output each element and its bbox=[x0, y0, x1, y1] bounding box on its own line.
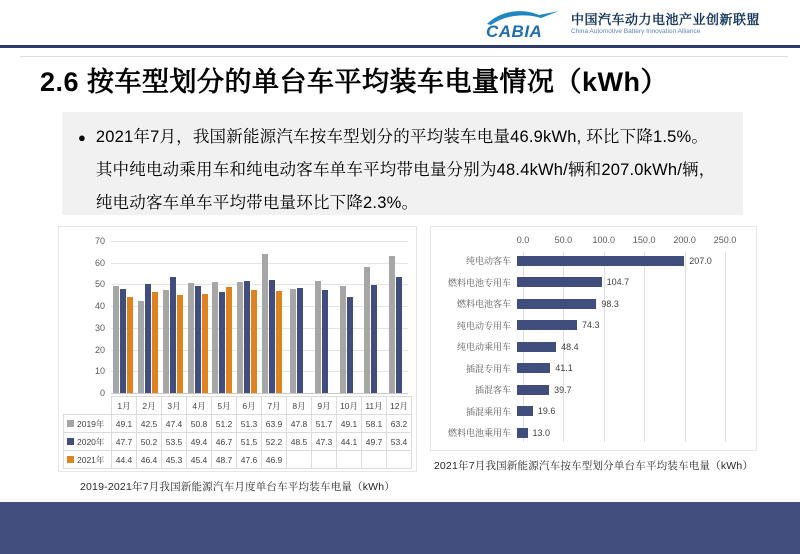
value-cell: 51.3 bbox=[237, 415, 262, 433]
month-header: 7月 bbox=[262, 397, 287, 415]
bar bbox=[517, 256, 684, 266]
bar-2019年-2月 bbox=[138, 301, 144, 393]
bar-row-燃料电池专用车 bbox=[435, 272, 752, 294]
legend-swatch bbox=[67, 438, 74, 445]
value-cell: 47.4 bbox=[162, 415, 187, 433]
bar-track bbox=[517, 358, 752, 380]
value-cell: 50.2 bbox=[137, 433, 162, 451]
x-axis-tick-label: 100.0 bbox=[592, 235, 616, 245]
series-name: 2021年 bbox=[64, 451, 112, 469]
bar-group-8月 bbox=[284, 241, 309, 393]
bar-group-10月 bbox=[334, 241, 359, 393]
value-cell: 49.1 bbox=[337, 415, 362, 433]
value-cell: 46.7 bbox=[212, 433, 237, 451]
bar bbox=[517, 277, 602, 287]
bar-track bbox=[517, 272, 752, 294]
value-cell: 48.7 bbox=[212, 451, 237, 469]
x-axis-tick-label: 0.0 bbox=[516, 235, 530, 245]
axis-spacer bbox=[435, 235, 523, 250]
panel-top-line bbox=[20, 56, 788, 57]
monthly-table-head-row bbox=[64, 397, 412, 415]
bar-track bbox=[517, 379, 752, 401]
category-label: 纯电动乘用车 bbox=[456, 342, 511, 353]
bar-2019年-3月 bbox=[163, 290, 169, 393]
bar-group-7月 bbox=[260, 241, 285, 393]
value-cell: 49.7 bbox=[362, 433, 387, 451]
value-label: 13.0 bbox=[532, 427, 551, 438]
value-cell: 58.1 bbox=[362, 415, 387, 433]
type-chart-axis-row bbox=[435, 235, 752, 250]
value-cell bbox=[312, 451, 337, 469]
value-cell: 63.9 bbox=[262, 415, 287, 433]
value-cell: 53.5 bbox=[162, 433, 187, 451]
value-cell: 47.7 bbox=[112, 433, 137, 451]
y-axis-tick-label: 0 bbox=[99, 388, 105, 398]
bar-track bbox=[517, 293, 752, 315]
summary-box bbox=[62, 112, 743, 215]
bar-2020年-7月 bbox=[269, 280, 275, 393]
monthly-chart-caption: 2019-2021年7月我国新能源汽车月度单台车平均装车电量（kWh） bbox=[79, 481, 396, 493]
value-cell: 48.5 bbox=[287, 433, 312, 451]
value-label: 48.4 bbox=[561, 341, 579, 352]
bar-row-燃料电池乘用车 bbox=[435, 422, 752, 444]
bar-2021年-5月 bbox=[226, 287, 232, 393]
month-header: 10月 bbox=[337, 397, 362, 415]
bar-2021年-4月 bbox=[202, 294, 208, 393]
value-cell: 51.7 bbox=[312, 415, 337, 433]
value-cell: 52.2 bbox=[262, 433, 287, 451]
page-title: 2.6 按车型划分的单台车平均装车电量情况（kWh） bbox=[40, 67, 669, 97]
y-axis-tick-label: 60 bbox=[94, 257, 105, 268]
value-cell: 49.4 bbox=[187, 433, 212, 451]
value-cell: 45.3 bbox=[162, 451, 187, 469]
month-header: 11月 bbox=[362, 397, 387, 415]
bar-2019年-8月 bbox=[290, 289, 296, 393]
y-axis-tick-label: 30 bbox=[94, 322, 105, 333]
bar-2020年-10月 bbox=[347, 297, 353, 393]
bar-2021年-2月 bbox=[152, 292, 158, 393]
bar-2020年-12月 bbox=[396, 277, 402, 393]
category-label: 燃料电池专用车 bbox=[447, 277, 511, 288]
bar-2019年-10月 bbox=[340, 286, 346, 393]
bar-track bbox=[517, 422, 752, 444]
bar-row-插混专用车 bbox=[435, 358, 752, 380]
value-cell: 50.8 bbox=[187, 415, 212, 433]
bar-group-9月 bbox=[309, 241, 334, 393]
bar-2019年-5月 bbox=[212, 282, 218, 393]
type-chart-axis bbox=[516, 235, 737, 250]
value-label: 98.3 bbox=[601, 298, 619, 309]
bar-group-6月 bbox=[235, 241, 260, 393]
category-label: 燃料电池客车 bbox=[456, 299, 511, 310]
bar-2019年-4月 bbox=[188, 283, 194, 393]
bar-groups bbox=[111, 241, 408, 393]
y-axis-tick-label: 50 bbox=[94, 279, 105, 290]
value-cell bbox=[362, 451, 387, 469]
bar bbox=[517, 406, 533, 416]
value-cell: 47.8 bbox=[287, 415, 312, 433]
header-divider bbox=[0, 45, 800, 48]
value-cell: 53.4 bbox=[387, 433, 412, 451]
category-label: 插混客车 bbox=[474, 385, 511, 396]
bar-row-燃料电池客车 bbox=[435, 293, 752, 315]
bar-2020年-5月 bbox=[219, 292, 225, 393]
bar-row-纯电动乘用车 bbox=[435, 336, 752, 358]
bar bbox=[517, 342, 556, 352]
bar-track bbox=[517, 401, 752, 423]
monthly-chart-box bbox=[58, 226, 417, 472]
value-label: 74.3 bbox=[582, 320, 600, 331]
legend-swatch bbox=[67, 456, 74, 463]
month-header: 12月 bbox=[387, 397, 412, 415]
value-cell bbox=[387, 451, 412, 469]
logo-text: CABIA bbox=[485, 22, 543, 41]
bar-group-1月 bbox=[111, 241, 136, 393]
bar-2021年-7月 bbox=[276, 291, 282, 393]
value-cell bbox=[287, 451, 312, 469]
y-axis-tick-label: 70 bbox=[94, 236, 105, 246]
cabia-logo-icon bbox=[483, 6, 561, 42]
series-row-2021年 bbox=[64, 451, 412, 469]
value-cell: 44.1 bbox=[337, 433, 362, 451]
header bbox=[0, 0, 800, 45]
bar-2019年-12月 bbox=[389, 256, 395, 393]
bar-2020年-2月 bbox=[145, 284, 151, 393]
month-header: 4月 bbox=[187, 397, 212, 415]
category-label: 纯电动专用车 bbox=[456, 320, 511, 331]
month-header: 3月 bbox=[162, 397, 187, 415]
bar-group-3月 bbox=[161, 241, 186, 393]
bar bbox=[517, 385, 549, 395]
value-cell: 47.6 bbox=[237, 451, 262, 469]
monthly-table-body bbox=[64, 415, 412, 469]
bar-group-11月 bbox=[359, 241, 384, 393]
bar-group-12月 bbox=[383, 241, 408, 393]
bar-2019年-11月 bbox=[364, 267, 370, 393]
charts-row bbox=[58, 226, 757, 494]
bar-2020年-6月 bbox=[244, 281, 250, 393]
bar-2021年-1月 bbox=[127, 297, 133, 393]
bar-row-纯电动专用车 bbox=[435, 315, 752, 337]
month-header: 9月 bbox=[312, 397, 337, 415]
bar-group-5月 bbox=[210, 241, 235, 393]
month-header: 5月 bbox=[212, 397, 237, 415]
legend-swatch bbox=[67, 420, 74, 427]
y-axis-tick-label: 20 bbox=[94, 344, 105, 355]
type-chart-area bbox=[435, 250, 752, 444]
value-cell: 45.4 bbox=[187, 451, 212, 469]
bar-2019年-9月 bbox=[315, 281, 321, 393]
monthly-chart-plot bbox=[94, 236, 408, 398]
logo-block bbox=[483, 6, 760, 42]
org-names bbox=[571, 13, 760, 35]
series-row-2019年 bbox=[64, 415, 412, 433]
series-name: 2020年 bbox=[64, 433, 112, 451]
value-cell: 51.5 bbox=[237, 433, 262, 451]
x-axis-tick-label: 250.0 bbox=[713, 235, 737, 245]
bullet-icon: ● bbox=[78, 130, 86, 145]
bar bbox=[517, 363, 550, 373]
value-cell: 46.4 bbox=[137, 451, 162, 469]
summary-text: 2021年7月，我国新能源汽车按车型划分的平均装车电量46.9kWh, 环比下降1.5%。其中纯电动乘用车和纯电动客车单车平均带电量分别为48.4kWh/辆和207.0kWh/辆，纯电动客车单车平均带电量环比下降2.3%。 bbox=[95, 128, 716, 212]
month-header: 8月 bbox=[287, 397, 312, 415]
bar-2020年-9月 bbox=[322, 290, 328, 393]
bar-row-插混客车 bbox=[435, 379, 752, 401]
bar bbox=[517, 428, 528, 438]
category-label: 燃料电池乘用车 bbox=[447, 428, 511, 439]
series-name: 2019年 bbox=[64, 415, 112, 433]
bar-2020年-8月 bbox=[297, 288, 303, 393]
value-cell: 47.3 bbox=[312, 433, 337, 451]
value-label: 39.7 bbox=[554, 384, 572, 395]
x-axis-tick-label: 150.0 bbox=[632, 235, 656, 245]
bar-group-2月 bbox=[136, 241, 161, 393]
bar bbox=[517, 320, 577, 330]
value-cell bbox=[337, 451, 362, 469]
table-corner-cell bbox=[64, 397, 112, 415]
monthly-data-table bbox=[63, 396, 412, 469]
bar-track bbox=[517, 336, 752, 358]
category-label: 纯电动客车 bbox=[465, 256, 511, 267]
category-label: 插混专用车 bbox=[465, 363, 511, 374]
value-cell: 42.5 bbox=[137, 415, 162, 433]
value-label: 104.7 bbox=[606, 277, 630, 288]
month-header: 6月 bbox=[237, 397, 262, 415]
type-chart-caption: 2021年7月我国新能源汽车按车型划分单台车平均装车电量（kWh） bbox=[433, 459, 754, 472]
bar-group-4月 bbox=[185, 241, 210, 393]
footer-band bbox=[0, 502, 800, 554]
month-header: 2月 bbox=[137, 397, 162, 415]
bar-row-插混乘用车 bbox=[435, 401, 752, 423]
bar-row-纯电动客车 bbox=[435, 250, 752, 272]
value-cell: 46.9 bbox=[262, 451, 287, 469]
x-axis-tick-label: 200.0 bbox=[673, 235, 696, 245]
value-cell: 49.1 bbox=[112, 415, 137, 433]
value-cell: 44.4 bbox=[112, 451, 137, 469]
value-label: 19.6 bbox=[537, 406, 556, 417]
bar bbox=[517, 299, 596, 309]
value-label: 207.0 bbox=[689, 255, 712, 266]
value-cell: 63.2 bbox=[387, 415, 412, 433]
bar-track bbox=[517, 315, 752, 337]
bar-track bbox=[517, 250, 752, 272]
type-chart-figure bbox=[430, 226, 757, 473]
x-axis-tick-label: 50.0 bbox=[554, 235, 573, 245]
bar-2021年-6月 bbox=[251, 290, 257, 393]
bar-2020年-11月 bbox=[371, 285, 377, 393]
gridline bbox=[111, 393, 408, 394]
bar-2019年-6月 bbox=[237, 282, 243, 393]
bar-2021年-3月 bbox=[177, 295, 183, 393]
y-axis-tick-label: 40 bbox=[94, 301, 105, 312]
value-label: 41.1 bbox=[555, 363, 573, 374]
series-row-2020年 bbox=[64, 433, 412, 451]
bar-2019年-1月 bbox=[113, 286, 119, 393]
type-chart-box bbox=[430, 226, 757, 451]
bar-2020年-1月 bbox=[120, 289, 126, 393]
month-header: 1月 bbox=[112, 397, 137, 415]
bar-2019年-7月 bbox=[262, 254, 268, 393]
monthly-chart-figure bbox=[58, 226, 417, 494]
bar-2020年-3月 bbox=[170, 277, 176, 393]
value-cell: 51.2 bbox=[212, 415, 237, 433]
y-axis-tick-label: 10 bbox=[94, 366, 105, 377]
org-name-en: China Automotive Battery Innovation Alliance bbox=[570, 27, 701, 35]
category-label: 插混乘用车 bbox=[465, 406, 511, 417]
bar-2020年-4月 bbox=[195, 286, 201, 393]
org-name-cn: 中国汽车动力电池产业创新联盟 bbox=[570, 11, 760, 27]
